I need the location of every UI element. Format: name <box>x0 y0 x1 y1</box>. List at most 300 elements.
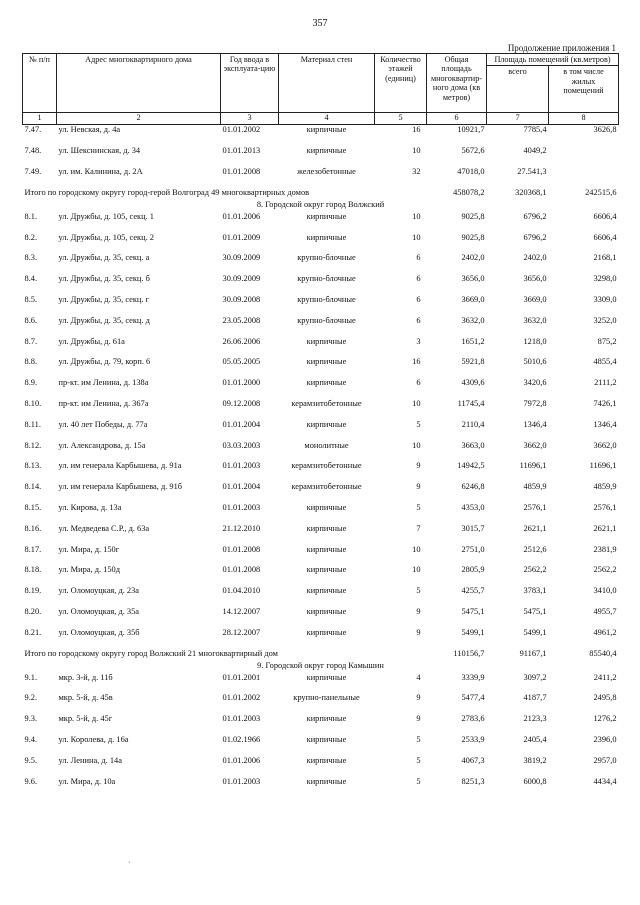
row-year: 01.01.2004 <box>222 419 261 429</box>
total-row-volzhsky <box>23 649 619 661</box>
section-heading-kamyshin <box>23 661 619 673</box>
row-premises-area: 3783,1 <box>523 586 547 596</box>
row-floors: 5 <box>416 586 421 596</box>
row-number: 7.49. <box>24 167 42 177</box>
row-residential-area: 6606,4 <box>593 232 617 242</box>
row-premises-area: 1346,4 <box>523 419 547 429</box>
row-premises-area: 3097,2 <box>523 672 547 682</box>
table-row <box>23 482 619 503</box>
row-year: 30.09.2009 <box>222 253 261 263</box>
row-total-area: 5499,1 <box>461 627 485 637</box>
section-title: 8. Городской округ город Волжский <box>256 199 385 209</box>
row-residential-area: 1276,2 <box>593 714 617 724</box>
row-number: 8.12. <box>24 440 42 450</box>
row-residential-area: 2562,2 <box>593 565 617 575</box>
row-number: 8.20. <box>24 606 42 616</box>
table-row <box>23 673 619 694</box>
row-number: 7.48. <box>24 146 42 156</box>
row-total-area: 5672,6 <box>461 146 485 156</box>
row-floors: 5 <box>416 776 421 786</box>
row-residential-area: 3298,0 <box>593 274 617 284</box>
row-year: 21.12.2010 <box>222 523 261 533</box>
row-total-area: 5477,4 <box>461 693 485 703</box>
row-wall-material: кирпичные <box>306 211 347 221</box>
row-year: 05.05.2005 <box>222 357 261 367</box>
row-residential-area: 2111,2 <box>594 378 617 388</box>
row-wall-material: крупно-панельные <box>293 693 360 703</box>
row-number: 8.8. <box>24 357 38 367</box>
header-column-numbers <box>23 113 619 125</box>
row-floors: 10 <box>412 232 421 242</box>
row-address: ул. Кирова, д. 13а <box>58 502 122 512</box>
header-address: Адрес многоквартирного дома <box>57 54 221 113</box>
table-row <box>23 586 619 607</box>
row-floors: 6 <box>416 274 421 284</box>
row-address: ул. Медведева С.Р., д. 63а <box>58 523 150 533</box>
header-premises-area: Площадь помещений (кв.метров) <box>487 54 619 66</box>
row-total-area: 2751,0 <box>461 544 485 554</box>
row-total-area: 1651,2 <box>461 336 485 346</box>
table-row <box>23 524 619 545</box>
row-residential-area: 4961,2 <box>593 627 617 637</box>
continuation-note: Продолжение приложения 1 <box>507 43 616 53</box>
row-premises-area: 2576,1 <box>523 502 547 512</box>
row-residential-area: 11696,1 <box>589 461 617 471</box>
row-residential-area: 875,2 <box>597 336 617 346</box>
row-number: 8.2. <box>24 232 38 242</box>
row-floors: 10 <box>412 398 421 408</box>
row-floors: 6 <box>416 253 421 263</box>
row-year: 03.03.2003 <box>222 440 261 450</box>
table-row <box>23 233 619 254</box>
row-floors: 10 <box>412 565 421 575</box>
table-row <box>23 399 619 420</box>
row-residential-area: 2621,1 <box>593 523 617 533</box>
row-number: 8.7. <box>24 336 38 346</box>
row-premises-area: 4187,7 <box>523 693 547 703</box>
row-wall-material: кирпичные <box>306 419 347 429</box>
table-row <box>23 357 619 378</box>
row-address: ул. им. Калинина, д. 2А <box>58 167 143 177</box>
row-total-area: 6246,8 <box>461 482 485 492</box>
row-floors: 9 <box>416 627 421 637</box>
row-total-area: 3663,0 <box>461 440 485 450</box>
row-total-area: 2110,4 <box>461 419 485 429</box>
row-premises-area: 3632,0 <box>523 315 547 325</box>
row-address: ул. Мира, д. 10а <box>58 776 116 786</box>
row-address: ул. Дружбы, д. 105, секц. 1 <box>58 211 154 221</box>
row-year: 01.04.2010 <box>222 586 261 596</box>
table-row <box>23 714 619 735</box>
row-floors: 10 <box>412 146 421 156</box>
row-address: ул. Александрова, д. 15а <box>58 440 146 450</box>
row-total-area: 47018,0 <box>457 167 485 177</box>
table-row <box>23 693 619 714</box>
row-year: 14.12.2007 <box>222 606 261 616</box>
row-floors: 4 <box>416 672 421 682</box>
row-wall-material: кирпичные <box>306 146 347 156</box>
row-premises-area: 2512,6 <box>523 544 547 554</box>
row-residential-area: 3626,8 <box>593 125 617 135</box>
total-row-volgograd <box>23 188 619 200</box>
row-number: 8.13. <box>24 461 42 471</box>
row-year: 01.01.2002 <box>222 693 261 703</box>
housing-table <box>22 53 619 797</box>
row-year: 01.01.2004 <box>222 482 261 492</box>
row-residential-area: 7426,1 <box>593 398 617 408</box>
table-row <box>23 337 619 358</box>
table-row <box>23 146 619 167</box>
row-address: ул. Оломоуцкая, д. 35б <box>58 627 140 637</box>
header-total-area: Общая площадь многоквартир-ного дома (кв метров) <box>427 54 487 113</box>
table-row <box>23 545 619 566</box>
row-address: ул. Мира, д. 150д <box>58 565 120 575</box>
row-address: мкр. 5-й, д. 45г <box>58 714 113 724</box>
row-number: 8.11. <box>24 419 41 429</box>
row-total-area: 4255,7 <box>461 586 485 596</box>
row-address: мкр. 3-й, д. 11б <box>58 672 113 682</box>
table-row <box>23 441 619 462</box>
row-residential-area: 3252,0 <box>593 315 617 325</box>
row-total-area: 3669,0 <box>461 295 485 304</box>
row-wall-material: керамзитобетонные <box>291 398 362 408</box>
column-number: 4 <box>279 113 375 125</box>
row-number: 8.1. <box>24 211 38 221</box>
row-premises-area: 4859,9 <box>523 482 547 492</box>
row-number: 9.1. <box>24 672 38 682</box>
row-wall-material: кирпичные <box>306 586 347 596</box>
header-floors: Количество этажей (единиц) <box>375 54 427 113</box>
row-total-area: 2533,9 <box>461 734 485 744</box>
row-total-area: 10921,7 <box>457 125 485 135</box>
row-residential-area: 2381,9 <box>593 544 617 554</box>
row-total-area: 3632,0 <box>461 315 485 325</box>
row-wall-material: кирпичные <box>306 336 347 346</box>
row-residential-area: 2495,8 <box>593 693 617 703</box>
row-number: 8.6. <box>24 315 38 325</box>
row-premises-area: 1218,0 <box>523 336 547 346</box>
row-wall-material: кирпичные <box>306 357 347 367</box>
row-year: 01.01.2001 <box>222 672 261 682</box>
rows-volgograd <box>23 125 619 188</box>
row-residential-area: 1346,4 <box>593 419 617 429</box>
row-wall-material: кирпичные <box>306 606 347 616</box>
row-floors: 3 <box>416 336 421 346</box>
column-number: 2 <box>57 113 221 125</box>
column-number: 6 <box>427 113 487 125</box>
row-premises-area: 3662,0 <box>523 440 547 450</box>
row-premises-area: 2123,3 <box>523 714 547 724</box>
row-number: 8.16. <box>24 523 42 533</box>
row-wall-material: монолитные <box>304 440 349 450</box>
row-floors: 5 <box>416 734 421 744</box>
row-total-area: 4309,6 <box>461 378 485 388</box>
row-floors: 16 <box>412 125 421 135</box>
row-premises-area: 5010,6 <box>523 357 547 367</box>
total-premises: 320368,1 <box>515 187 547 197</box>
row-floors: 9 <box>416 714 421 724</box>
table-row <box>23 777 619 798</box>
total-label: Итого по городскому округу город-герой Волгоград 49 многоквартирных домов <box>24 187 310 197</box>
column-number: 7 <box>487 113 549 125</box>
row-address: ул. Ленина, д. 14а <box>58 755 122 765</box>
row-address: ул. Невская, д. 4а <box>58 125 121 135</box>
row-address: ул. Дружбы, д. 35, секц. д <box>58 315 150 325</box>
row-number: 9.2. <box>24 693 38 703</box>
row-premises-area: 7785,4 <box>523 125 547 135</box>
table-row <box>23 461 619 482</box>
row-premises-area: 7972,8 <box>523 398 547 408</box>
row-wall-material: кирпичные <box>306 502 347 512</box>
rows-volzhsky <box>23 212 619 649</box>
row-wall-material: кирпичные <box>306 544 347 554</box>
row-year: 30.09.2008 <box>222 295 261 304</box>
row-wall-material: кирпичные <box>306 565 347 575</box>
row-wall-material: кирпичные <box>306 627 347 637</box>
table-row <box>23 316 619 337</box>
row-number: 9.3. <box>24 714 38 724</box>
row-number: 8.14. <box>24 482 42 492</box>
row-number: 7.47. <box>24 125 42 135</box>
row-residential-area: 4855,4 <box>593 357 617 367</box>
row-floors: 10 <box>412 211 421 221</box>
row-year: 01.01.2008 <box>222 167 261 177</box>
row-residential-area: 2396,0 <box>593 734 617 744</box>
table-header <box>23 54 619 125</box>
row-year: 01.01.2008 <box>222 565 261 575</box>
row-residential-area: 3662,0 <box>593 440 617 450</box>
row-wall-material: крупно-блочные <box>297 253 356 263</box>
row-residential-area <box>549 167 619 188</box>
row-residential-area: 2576,1 <box>593 502 617 512</box>
row-address: ул. Дружбы, д. 35, секц. а <box>58 253 150 263</box>
row-floors: 10 <box>412 544 421 554</box>
row-wall-material: керамзитобетонные <box>291 461 362 471</box>
total-area: 458078,2 <box>453 187 485 197</box>
row-wall-material: кирпичные <box>306 776 347 786</box>
row-number: 9.6. <box>24 776 38 786</box>
row-premises-area: 5475,1 <box>523 606 547 616</box>
table-row <box>23 607 619 628</box>
row-premises-area: 3669,0 <box>523 295 547 304</box>
row-address: ул. Дружбы, д. 61а <box>58 336 125 346</box>
row-floors: 6 <box>416 315 421 325</box>
row-address: ул. Шекснинская, д. 34 <box>58 146 141 156</box>
row-year: 01.01.2003 <box>222 776 261 786</box>
row-total-area: 9025,8 <box>461 232 485 242</box>
row-premises-area: 2402,0 <box>523 253 547 263</box>
row-premises-area: 27.541,3 <box>517 167 547 177</box>
row-wall-material: кирпичные <box>306 672 347 682</box>
row-premises-area: 3420,6 <box>523 378 547 388</box>
row-address: ул. им генерала Карбышева, д. 91а <box>58 461 182 471</box>
row-year: 01.01.2000 <box>222 378 261 388</box>
row-residential-area: 2957,0 <box>593 755 617 765</box>
row-residential-area: 4859,9 <box>593 482 617 492</box>
row-total-area: 2805,9 <box>461 565 485 575</box>
row-residential-area: 3410,0 <box>593 586 617 596</box>
table-row <box>23 503 619 524</box>
row-address: ул. Дружбы, д. 35, секц. б <box>58 274 150 284</box>
row-total-area: 4353,0 <box>461 502 485 512</box>
row-address: ул. Мира, д. 150г <box>58 544 120 554</box>
row-wall-material: кирпичные <box>306 125 347 135</box>
row-year: 30.09.2009 <box>222 274 261 284</box>
row-floors: 9 <box>416 606 421 616</box>
row-year: 01.01.2009 <box>222 232 261 242</box>
row-residential-area: 4434,4 <box>593 776 617 786</box>
row-total-area: 11745,4 <box>457 398 485 408</box>
row-total-area: 8251,3 <box>461 776 485 786</box>
row-premises-area: 4049,2 <box>523 146 547 156</box>
table-row <box>23 565 619 586</box>
row-address: ул. Дружбы, д. 35, секц. г <box>58 295 150 304</box>
row-wall-material: кирпичные <box>306 523 347 533</box>
row-total-area: 2783,6 <box>461 714 485 724</box>
row-year: 01.01.2008 <box>222 544 261 554</box>
header-number: № п/п <box>23 54 57 113</box>
row-number: 8.19. <box>24 586 42 596</box>
row-address: ул. Оломоуцкая, д. 35а <box>58 606 140 616</box>
table-row <box>23 628 619 649</box>
rows-kamyshin <box>23 673 619 798</box>
row-number: 8.21. <box>24 627 42 637</box>
total-residential: 242515,6 <box>585 187 617 197</box>
table-row <box>23 735 619 756</box>
row-floors: 9 <box>416 693 421 703</box>
row-address: пр-кт. им Ленина, д. 138а <box>58 378 149 388</box>
row-wall-material: керамзитобетонные <box>291 482 362 492</box>
row-total-area: 5921,8 <box>461 357 485 367</box>
row-number: 8.5. <box>24 295 38 304</box>
table-row <box>23 212 619 233</box>
row-premises-area: 2562,2 <box>523 565 547 575</box>
row-floors: 5 <box>416 502 421 512</box>
row-premises-area: 6796,2 <box>523 232 547 242</box>
row-year: 01.01.2003 <box>222 461 261 471</box>
row-premises-area: 2621,1 <box>523 523 547 533</box>
table-row <box>23 125 619 146</box>
row-floors: 5 <box>416 755 421 765</box>
row-address: ул. 40 лет Победы, д. 77а <box>58 419 148 429</box>
row-floors: 10 <box>412 440 421 450</box>
total-area: 110156,7 <box>453 648 485 658</box>
header-wall-material: Материал стен <box>279 54 375 113</box>
header-premises-residential: в том числе жилых помещений <box>549 66 619 113</box>
row-premises-area: 2405,4 <box>523 734 547 744</box>
table-row <box>23 420 619 441</box>
row-number: 8.18. <box>24 565 42 575</box>
column-number: 5 <box>375 113 427 125</box>
section-title: 9. Городской округ город Камышин <box>257 660 384 670</box>
header-premises-total: всего <box>487 66 549 113</box>
header-year: Год ввода в эксплуата-цию <box>221 54 279 113</box>
row-residential-area: 2411,2 <box>593 672 617 682</box>
row-address: мкр. 5-й, д. 45в <box>58 693 113 703</box>
row-wall-material: кирпичные <box>306 755 347 765</box>
table-row <box>23 253 619 274</box>
row-floors: 9 <box>416 482 421 492</box>
row-number: 8.10. <box>24 398 42 408</box>
table-row <box>23 274 619 295</box>
row-total-area: 14942,5 <box>457 461 485 471</box>
row-floors: 6 <box>416 378 421 388</box>
row-wall-material: кирпичные <box>306 714 347 724</box>
row-residential-area: 4955,7 <box>593 606 617 616</box>
row-number: 8.15. <box>24 502 42 512</box>
row-wall-material: кирпичные <box>306 232 347 242</box>
row-year: 01.02.1966 <box>222 734 261 744</box>
row-residential-area <box>549 146 619 167</box>
row-premises-area: 11696,1 <box>519 461 547 471</box>
row-year: 01.01.2003 <box>222 502 261 512</box>
row-wall-material: крупно-блочные <box>297 274 356 284</box>
row-total-area: 3656,0 <box>461 274 485 284</box>
row-year: 01.01.2002 <box>222 125 261 135</box>
row-address: ул. Королева, д. 16а <box>58 734 129 744</box>
row-year: 01.01.2006 <box>222 755 261 765</box>
row-floors: 16 <box>412 357 421 367</box>
row-total-area: 4067,3 <box>461 755 485 765</box>
row-year: 23.05.2008 <box>222 315 261 325</box>
total-premises: 91167,1 <box>519 648 547 658</box>
row-floors: 6 <box>416 295 421 304</box>
row-wall-material: кирпичные <box>306 378 347 388</box>
row-wall-material: крупно-блочные <box>297 315 356 325</box>
row-residential-area: 6606,4 <box>593 211 617 221</box>
row-number: 9.5. <box>24 755 38 765</box>
column-number: 8 <box>549 113 619 125</box>
row-premises-area: 6000,8 <box>523 776 547 786</box>
row-floors: 7 <box>416 523 421 533</box>
row-address: ул. Оломоуцкая, д. 23а <box>58 586 140 596</box>
column-number: 1 <box>23 113 57 125</box>
row-premises-area: 6796,2 <box>523 211 547 221</box>
row-floors: 32 <box>412 167 421 177</box>
page-number: 357 <box>312 18 328 29</box>
row-year: 09.12.2008 <box>222 398 261 408</box>
row-total-area: 3015,7 <box>461 523 485 533</box>
row-address: ул. Дружбы, д. 79, корп. 6 <box>58 357 151 367</box>
row-floors: 5 <box>416 419 421 429</box>
total-residential: 85540,4 <box>589 648 617 658</box>
row-year: 01.01.2006 <box>222 211 261 221</box>
section-heading-volzhsky <box>23 200 619 212</box>
row-total-area: 9025,8 <box>461 211 485 221</box>
row-floors: 9 <box>416 461 421 471</box>
row-address: ул. им генерала Карбышева, д. 91б <box>58 482 183 492</box>
row-total-area: 2402,0 <box>461 253 485 263</box>
row-residential-area: 2168,1 <box>593 253 617 263</box>
row-year: 26.06.2006 <box>222 336 261 346</box>
row-total-area: 5475,1 <box>461 606 485 616</box>
table-row <box>23 295 619 316</box>
table-row <box>23 378 619 399</box>
row-wall-material: кирпичные <box>306 734 347 744</box>
row-total-area: 3339,9 <box>461 672 485 682</box>
row-number: 8.17. <box>24 544 42 554</box>
row-address: пр-кт. им Ленина, д. 367а <box>58 398 149 408</box>
table-row <box>23 167 619 188</box>
row-premises-area: 5499,1 <box>523 627 547 637</box>
row-number: 9.4. <box>24 734 38 744</box>
row-year: 28.12.2007 <box>222 627 261 637</box>
row-wall-material: железобетонные <box>297 167 356 177</box>
row-year: 01.01.2013 <box>222 146 261 156</box>
row-number: 8.3. <box>24 253 38 263</box>
total-label: Итого по городскому округу город Волжский 21 многоквартирный дом <box>24 648 278 658</box>
row-premises-area: 3656,0 <box>523 274 547 284</box>
